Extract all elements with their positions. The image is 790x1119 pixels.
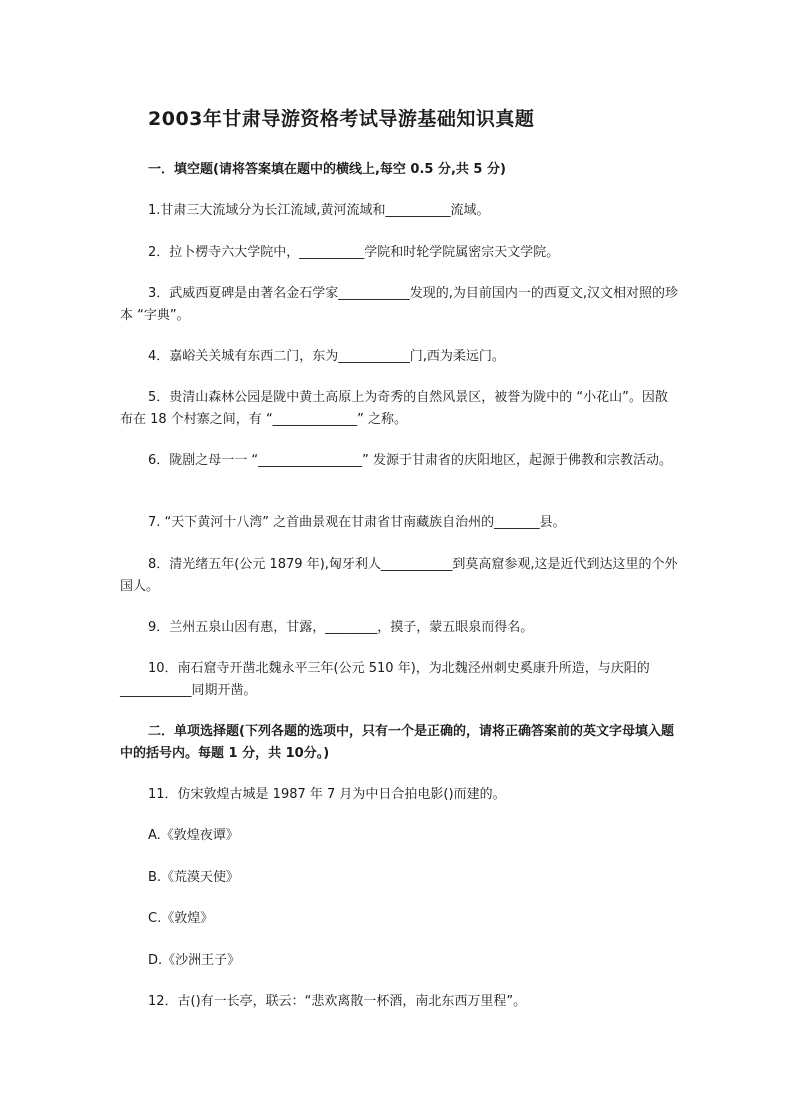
question-3: 3．武威西夏碑是由著名金石学家___________发现的,为目前国内一的西夏文,汉文相对照的珍本 “字典”。 (120, 286, 679, 323)
question-12: 12．古()有一长亭，联云：“悲欢离散一杯酒，南北东西万里程”。 (148, 994, 527, 1009)
section-fill-in-blank-heading: 一．填空题(请将答案填在题中的横线上,每空 0.5 分,共 5 分) (148, 162, 506, 177)
question-11: 11．仿宋敦煌古城是 1987 年 7 月为中日合拍电影()而建的。 (148, 787, 506, 802)
question-4: 4．嘉峪关关城有东西二门，东为___________门,西为柔远门。 (148, 349, 505, 364)
question-7: 7. “天下黄河十八湾” 之首曲景观在甘肃省甘南藏族自治州的_______县。 (148, 515, 566, 530)
section-single-choice-heading: 二．单项选择题(下列各题的选项中，只有一个是正确的，请将正确答案前的英文字母填入题中的括号内。每题 1 分，共 10分。) (120, 724, 674, 761)
option-d: D.《沙洲王子》 (148, 953, 241, 968)
question-6: 6．陇剧之母一一 “________________” 发源于甘肃省的庆阳地区，起源于佛教和宗教活动。 (148, 453, 673, 468)
question-8: 8．清光绪五年(公元 1879 年),匈牙利人___________到莫高窟参观,这是近代到达这里的个外国人。 (120, 557, 678, 594)
question-2: 2．拉卜楞寺六大学院中，__________学院和时轮学院属密宗天文学院。 (148, 245, 560, 260)
question-5: 5．贵清山森林公园是陇中黄土高原上为奇秀的自然风景区，被誉为陇中的 “小花山”。因散布在 18 个村寨之间，有 “_____________” 之称。 (120, 390, 668, 427)
option-b: B.《荒漠天使》 (148, 870, 240, 885)
question-9: 9．兰州五泉山因有惠，甘露，________，摸子，蒙五眼泉而得名。 (148, 620, 534, 635)
question-1: 1.甘肃三大流域分为长江流域,黄河流域和__________流域。 (148, 203, 490, 218)
document-title: 2003年甘肃导游资格考试导游基础知识真题 (148, 108, 535, 130)
option-c: C.《敦煌》 (148, 911, 214, 926)
option-a: A.《敦煌夜谭》 (148, 828, 239, 843)
question-10: 10．南石窟寺开凿北魏永平三年(公元 510 年)，为北魏泾州刺史奚康升所造，与庆阳的___________同期开凿。 (120, 661, 650, 698)
